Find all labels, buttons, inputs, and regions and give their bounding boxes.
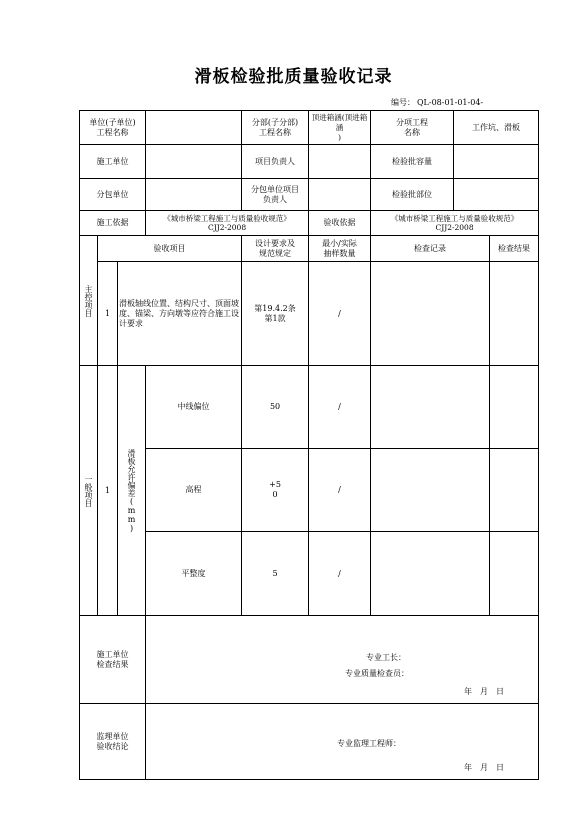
supervision-row: [80, 704, 539, 780]
construction-check-label: 施工单位 检查结果: [80, 616, 146, 704]
general-item-result[interactable]: [490, 366, 539, 449]
division-name-label: 分部(子分部) 工程名称: [242, 111, 309, 145]
construction-unit-label: 施工单位: [80, 145, 146, 179]
subcontractor-value[interactable]: [146, 179, 242, 211]
general-item-row: [80, 366, 539, 449]
construction-unit-value[interactable]: [146, 145, 242, 179]
main-item-row: [80, 262, 539, 366]
acceptance-basis-label: 验收依据: [309, 211, 371, 236]
general-item-name: 高程: [146, 449, 242, 532]
inspection-form-table: [79, 110, 539, 780]
main-items-group: 主控项目: [80, 236, 98, 366]
general-items-group: 一般项目: [80, 366, 98, 616]
col-header-sample: 最小/实际 抽样数量: [309, 236, 371, 262]
general-item-design: 5: [242, 532, 309, 616]
construction-date: 年 月 日: [464, 686, 505, 696]
main-item-record[interactable]: [371, 262, 490, 366]
general-item-design: +5 0: [242, 449, 309, 532]
construction-basis-value: 《城市桥梁工程施工与质量验收规范》 CJJ2-2008: [146, 211, 309, 236]
main-item-sample: /: [309, 262, 371, 366]
subitem-name-label: 分项工程 名称: [371, 111, 454, 145]
document-code: [389, 97, 483, 108]
supervising-engineer-label: 专业监理工程师：: [337, 738, 402, 748]
subcontract-lead-label: 分包单位项目 负责人: [242, 179, 309, 211]
supervision-content[interactable]: [146, 704, 539, 780]
general-item-name: 平整度: [146, 532, 242, 616]
main-item-desc: 滑板轴线位置、结构尺寸、顶面坡度、锚梁、方向墩等应符合施工设计要求: [118, 262, 242, 366]
project-lead-value[interactable]: [309, 145, 371, 179]
general-item-result[interactable]: [490, 532, 539, 616]
acceptance-basis-value: 《城市桥梁工程施工与质量验收规范》 CJJ2-2008: [371, 211, 539, 236]
general-item-sample: /: [309, 532, 371, 616]
col-header-result: 检查结果: [490, 236, 539, 262]
general-item-row: [80, 532, 539, 616]
subcontractor-label: 分包单位: [80, 179, 146, 211]
construction-check-row: [80, 616, 539, 704]
col-header-record: 检查记录: [371, 236, 490, 262]
code-value: QL-08-01-01-04-: [417, 98, 484, 107]
subcontract-lead-value[interactable]: [309, 179, 371, 211]
page-title: 滑板检验批质量验收记录: [194, 67, 393, 87]
general-item-sample: /: [309, 366, 371, 449]
batch-location-value[interactable]: [454, 179, 539, 211]
general-item-sub-label: 滑板允许偏差(mm): [118, 366, 146, 616]
main-item-result[interactable]: [490, 262, 539, 366]
general-item-record[interactable]: [371, 366, 490, 449]
main-item-no: 1: [98, 262, 118, 366]
unit-name-label: 单位(子单位) 工程名称: [80, 111, 146, 145]
general-item-record[interactable]: [371, 449, 490, 532]
general-item-record[interactable]: [371, 532, 490, 616]
general-item-no: 1: [98, 366, 118, 616]
project-lead-label: 项目负责人: [242, 145, 309, 179]
subitem-name-value[interactable]: 工作坑、滑板: [454, 111, 539, 145]
batch-capacity-label: 检验批容量: [371, 145, 454, 179]
general-item-name: 中线偏位: [146, 366, 242, 449]
col-header-design: 设计要求及 规范规定: [242, 236, 309, 262]
batch-capacity-value[interactable]: [454, 145, 539, 179]
foreman-label: 专业工长：: [366, 652, 407, 662]
general-item-sample: /: [309, 449, 371, 532]
code-label: 编号：: [391, 98, 415, 107]
unit-name-value[interactable]: [146, 111, 242, 145]
construction-check-content[interactable]: [146, 616, 539, 704]
supervision-date: 年 月 日: [464, 762, 505, 772]
construction-basis-label: 施工依据: [80, 211, 146, 236]
quality-inspector-label: 专业质量检查员：: [345, 668, 410, 678]
general-item-row: [80, 449, 539, 532]
col-header-item: 验收项目: [98, 236, 242, 262]
supervision-label: 监理单位 验收结论: [80, 704, 146, 780]
general-item-result[interactable]: [490, 449, 539, 532]
main-item-design: 第19.4.2条 第1款: [242, 262, 309, 366]
division-name-value[interactable]: 顶进箱涵(顶进箱涵 ): [309, 111, 371, 145]
batch-location-label: 检验批部位: [371, 179, 454, 211]
general-item-design: 50: [242, 366, 309, 449]
